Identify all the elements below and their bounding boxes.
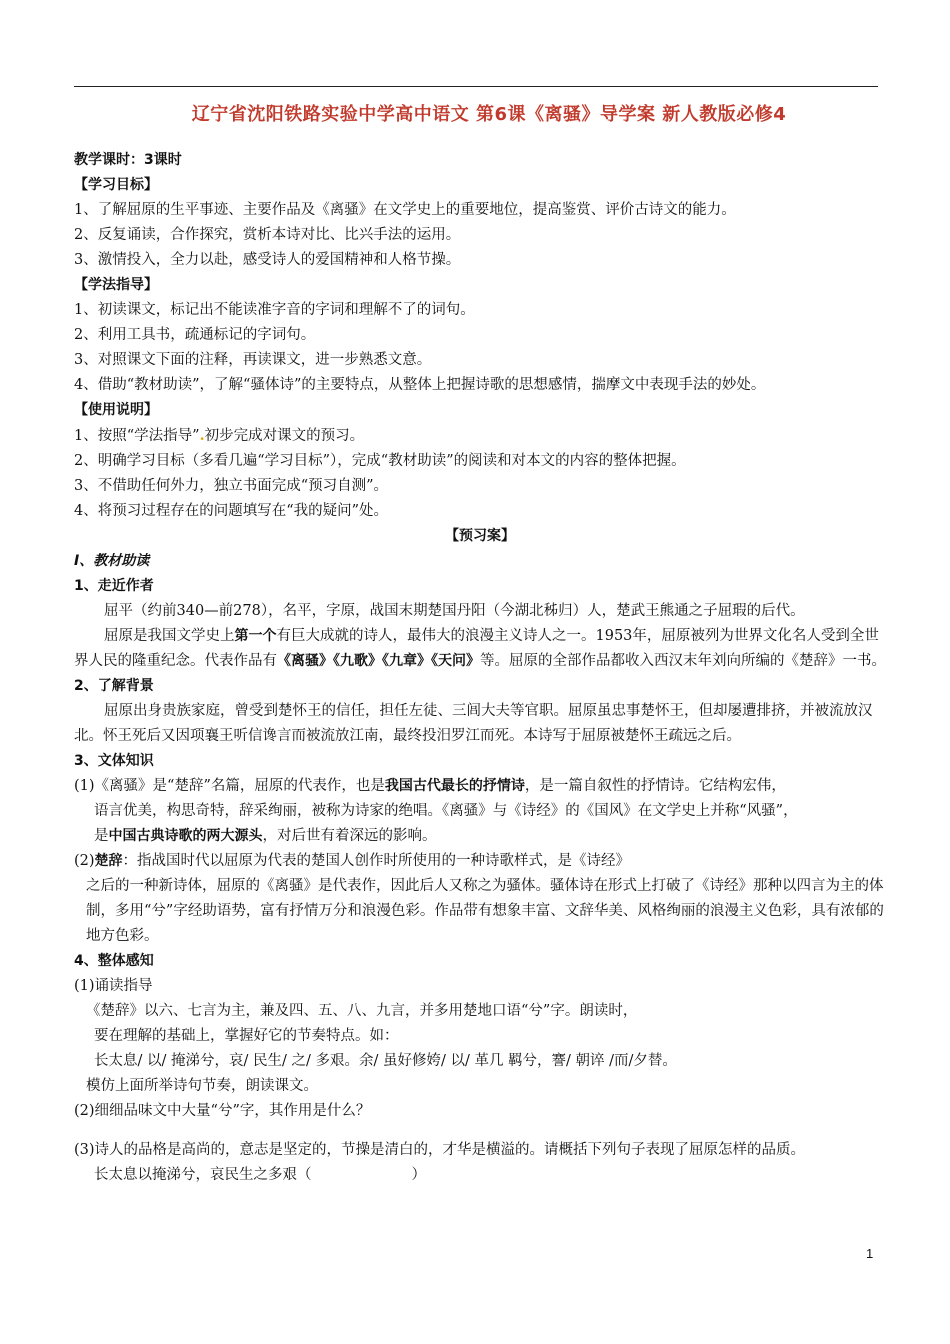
fill-in-line [74,1163,886,1188]
text-run: ，是一篇自叙性的抒情诗。它结构宏伟， [524,778,786,794]
usage-item: 3、不借助任何外力，独立书面完成“预习自测”。 [74,478,389,494]
text-run: ：指战国时代以屈原为代表的楚国人创作时所使用的一种诗歌样式，是《诗经》 [122,853,631,869]
paragraph: 屈原出身贵族家庭，曾受到楚怀王的信任，担任左徒、三闾大夫等官职。屈原虽忠事楚怀王，但却屡遭排挤，并被流放汉北。怀王死后又因项襄王听信谗言而被流放江南，最终投汨罗江而死。本诗写于屈原被楚怀王疏远之后。 [74,703,873,744]
subsection-heading: 3、文体知识 [74,753,154,769]
paragraph [74,624,886,674]
paragraph: 屈平（约前340—前278），名平，字原，战国末期楚国丹阳（今湖北秭归）人，楚武王熊通之子屈瑕的后代。 [104,603,805,619]
text-emphasis: 我国古代最长的抒情诗 [384,778,525,794]
question: (3)诗人的品格是高尚的，意志是坚定的，节操是清白的，才华是横溢的。请概括下列句子表现了屈原怎样的品质。 [74,1142,806,1158]
text-emphasis: 楚辞 [94,853,123,869]
paragraph: 之后的一种新诗体，屈原的《离骚》是代表作，因此后人又称之为骚体。骚体诗在形式上打破了《诗经》那种以四言为主的体制，多用“兮”字经助语势，富有抒情万分和浪漫色彩。作品带有想象丰富、文辞华美、风格绚丽的浪漫主义色彩，具有浓郁的地方色彩。 [86,878,884,944]
subsection-heading: 4、整体感知 [74,953,154,969]
document-body [74,148,886,1188]
question: (2)细细品味文中大量“兮”字，其作用是什么？ [74,1103,371,1119]
text-run: 长太息以掩涕兮，哀民生之多艰（ [94,1167,312,1183]
usage-item-dot: . [199,427,205,444]
reading-guide-line: 要在理解的基础上，掌握好它的节奏特点。如： [94,1028,399,1044]
answer-space [74,1124,886,1138]
objective-item: 2、反复诵读，合作探究，赏析本诗对比、比兴手法的运用。 [74,227,461,243]
paragraph-line [74,774,886,799]
text-emphasis: 《离骚》《九歌》《九章》《天问》 [277,653,480,669]
section-heading: I、教材助读 [74,553,150,569]
usage-item-text: 初步完成对课文的预习。 [204,428,365,444]
text-run: 屈原是我国文学史上 [104,628,235,644]
text-run: 等。屈原的全部作品都收入西汉末年刘向所编的《楚辞》一书。 [480,653,886,669]
reading-guide-line: 长太息/ 以/ 掩涕兮，哀/ 民生/ 之/ 多艰。余/ 虽好修姱/ 以/ 革几 羁兮，謇/ 朝谇 /而/夕替。 [94,1053,677,1069]
text-run: ，对后世有着深远的影响。 [262,828,437,844]
objective-item: 1、了解屈原的生平事迹、主要作品及《离骚》在文学史上的重要地位，提高鉴赏、评价古诗文的能力。 [74,202,736,218]
objective-item: 3、激情投入，全力以赴，感受诗人的爱国精神和人格节操。 [74,252,461,268]
objectives-heading: 【学习目标】 [74,177,158,193]
usage-item-text: 1、按照“学法指导” [74,428,200,444]
usage-item: 4、将预习过程存在的问题填写在“我的疑问”处。 [74,503,389,519]
subsection-heading: 1、走近作者 [74,578,154,594]
usage-heading: 【使用说明】 [74,402,158,418]
header-rule [74,86,878,87]
text-run: (2) [74,853,95,869]
question: (1)诵读指导 [74,978,153,994]
method-item: 1、初读课文，标记出不能读准字音的字词和理解不了的词句。 [74,302,475,318]
lesson-hours: 教学课时：3课时 [74,152,182,168]
page-title: 辽宁省沈阳铁路实验中学高中语文 第6课《离骚》导学案 新人教版必修4 [191,104,787,125]
method-item: 3、对照课文下面的注释，再读课文，进一步熟悉文意。 [74,352,432,368]
usage-item [74,423,886,449]
reading-guide-line: 模仿上面所举诗句节奏，朗读课文。 [86,1078,318,1094]
text-emphasis: 中国古典诗歌的两大源头 [108,828,263,844]
reading-guide-line: 《楚辞》以六、七言为主，兼及四、五、八、九言，并多用楚地口语“兮”字。朗读时， [86,1003,638,1019]
method-item: 2、利用工具书，疏通标记的字词句。 [74,327,316,343]
method-item: 4、借助“教材助读”，了解“骚体诗”的主要特点，从整体上把握诗歌的思想感情，揣摩文中表现手法的妙处。 [74,377,766,393]
text-run: 有巨大成就的诗人，最伟大的浪漫主义诗人之一。1953年，屈原被列为世界文化名人受到全世界人民的隆重纪念。代表作品有 [74,628,879,669]
page-number: 1 [866,1246,874,1261]
method-heading: 【学法指导】 [74,277,158,293]
text-emphasis: 第一个 [234,628,277,644]
paragraph-line [74,849,886,874]
text-run: (1)《离骚》是“楚辞”名篇，屈原的代表作，也是 [74,778,385,794]
text-run: 是 [94,828,109,844]
preview-heading: 【预习案】 [445,528,515,544]
usage-item: 2、明确学习目标（多看几遍“学习目标”），完成“教材助读”的阅读和对本文的内容的整体把握。 [74,453,686,469]
paragraph-line: 语言优美，构思奇特，辞采绚丽，被称为诗家的绝唱。《离骚》与《诗经》的《国风》在文学史上并称“风骚”， [94,803,798,819]
subsection-heading: 2、了解背景 [74,678,154,694]
paragraph-line [74,824,886,849]
text-run: ） [411,1167,426,1183]
